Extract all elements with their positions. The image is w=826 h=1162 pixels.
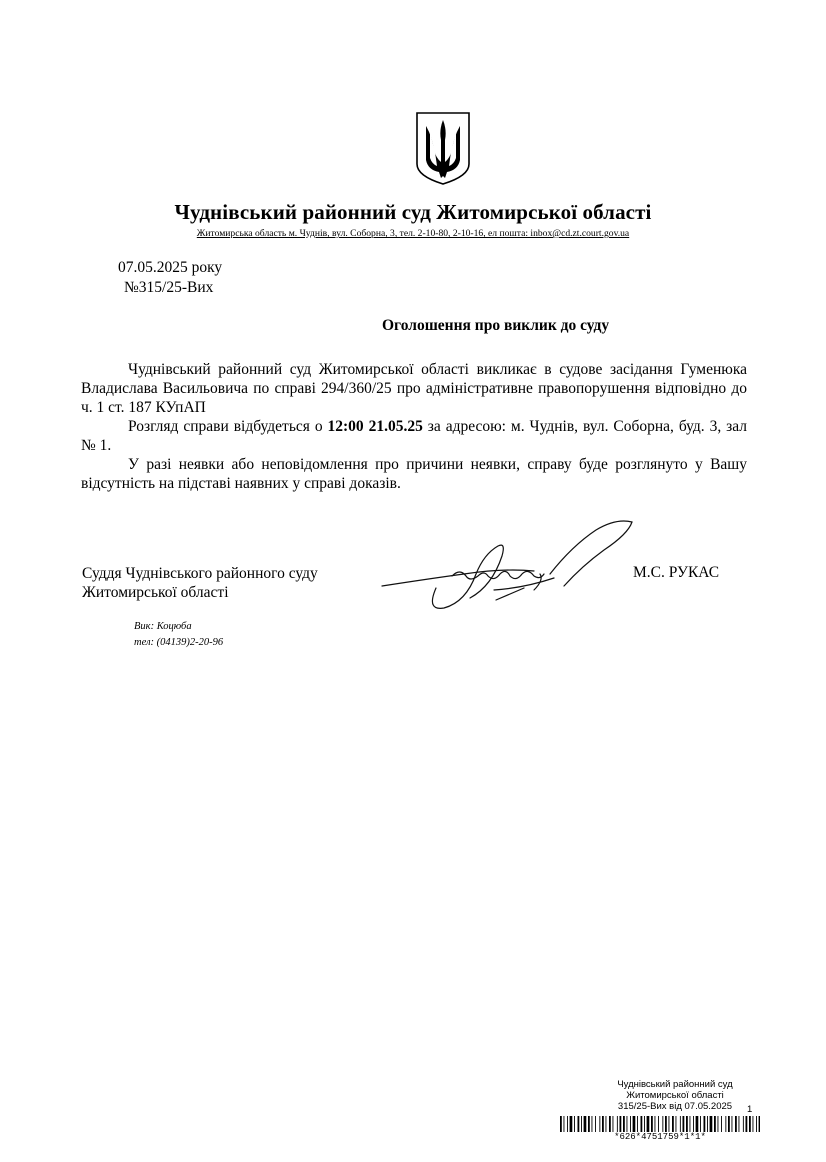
- barcode-bar: [581, 1116, 582, 1132]
- barcode-bar: [749, 1116, 751, 1132]
- barcode-bar: [759, 1116, 760, 1132]
- stamp-reg-number: 315/25-Вих від 07.05.2025: [617, 1101, 733, 1112]
- barcode-bar: [647, 1116, 650, 1132]
- barcode: [560, 1116, 760, 1132]
- barcode-bar: [718, 1116, 719, 1132]
- hearing-address: за адресою: м. Чуднів, вул. Соборна, буд. 3, зал № 1.: [81, 418, 747, 454]
- barcode-bar: [630, 1116, 631, 1132]
- barcode-bar: [567, 1116, 568, 1132]
- barcode-bar: [627, 1116, 628, 1132]
- barcode-bar: [623, 1116, 625, 1132]
- barcode-bar: [602, 1116, 604, 1132]
- barcode-bar: [756, 1116, 757, 1132]
- barcode-bar: [686, 1116, 688, 1132]
- paragraph-summons: Чуднівський районний суд Житомирської області викликає в судове засідання Гуменюка Владислава Васильовича по справі 294/360/25 про адміністративне правопорушення відповідно до ч. 1 ст. 187 КУпАП: [81, 361, 747, 416]
- executor-name: Вик: Коцюба: [134, 621, 192, 632]
- handwritten-signature: [374, 516, 636, 616]
- barcode-bar: [560, 1116, 562, 1132]
- barcode-bar: [690, 1116, 691, 1132]
- barcode-bar: [658, 1116, 659, 1132]
- barcode-bar: [588, 1116, 590, 1132]
- barcode-bar: [704, 1116, 706, 1132]
- barcode-bar: [669, 1116, 670, 1132]
- barcode-bar: [683, 1116, 685, 1132]
- barcode-bar: [665, 1116, 667, 1132]
- barcode-bar: [672, 1116, 674, 1132]
- barcode-bar: [633, 1116, 636, 1132]
- barcode-bar: [574, 1116, 575, 1132]
- barcode-bar: [728, 1116, 730, 1132]
- barcode-bar: [599, 1116, 600, 1132]
- barcode-bar: [651, 1116, 653, 1132]
- executor-info: [134, 619, 223, 651]
- barcode-bar: [617, 1116, 618, 1132]
- barcode-bar: [732, 1116, 733, 1132]
- barcode-bar: [746, 1116, 748, 1132]
- barcode-bar: [570, 1116, 573, 1132]
- notice-body: [81, 360, 747, 493]
- barcode-bar: [662, 1116, 663, 1132]
- barcode-bar: [606, 1116, 607, 1132]
- notice-title: Оголошення про виклик до суду: [382, 317, 610, 334]
- signer-title-line2: Житомирської області: [82, 584, 229, 601]
- document-date: 07.05.2025 року: [118, 259, 223, 276]
- barcode-bar: [743, 1116, 744, 1132]
- stamp-region: Житомирської області: [626, 1090, 724, 1101]
- paragraph-hearing: [81, 417, 747, 455]
- barcode-bar: [578, 1116, 580, 1132]
- registration-stamp: [560, 1079, 790, 1112]
- barcode-bar: [595, 1116, 596, 1132]
- stamp-page-number: 1: [747, 1104, 753, 1115]
- barcode-bar: [676, 1116, 677, 1132]
- stamp-court: Чуднівський районний суд: [617, 1079, 733, 1090]
- barcode-bar: [637, 1116, 638, 1132]
- barcode-bar: [680, 1116, 681, 1132]
- signer-name: М.С. РУКАС: [633, 564, 720, 581]
- barcode-bar: [714, 1116, 716, 1132]
- barcode-bar: [710, 1116, 713, 1132]
- barcode-bar: [696, 1116, 699, 1132]
- barcode-bar: [693, 1116, 694, 1132]
- barcode-bar: [725, 1116, 726, 1132]
- barcode-bar: [707, 1116, 708, 1132]
- barcode-bar: [584, 1116, 587, 1132]
- coat-of-arms-icon: [414, 110, 472, 186]
- barcode-bar: [620, 1116, 622, 1132]
- barcode-bar: [700, 1116, 701, 1132]
- signer-title: [82, 564, 318, 602]
- executor-phone: тел: (04139)2-20-96: [134, 637, 224, 648]
- barcode-bar: [655, 1116, 656, 1132]
- barcode-bar: [644, 1116, 645, 1132]
- court-address: Житомирська область м. Чуднів, вул. Соборна, 3, тел. 2-10-80, 2-10-16, ел пошта: inbox@cd.zt.court.gov.ua: [196, 228, 630, 239]
- barcode-bar: [609, 1116, 611, 1132]
- barcode-bar: [564, 1116, 565, 1132]
- hearing-text-start: Розгляд справи відбудеться о: [128, 418, 328, 435]
- barcode-bar: [721, 1116, 722, 1132]
- hearing-datetime: 12:00 21.05.25: [327, 418, 423, 435]
- barcode-bar: [592, 1116, 593, 1132]
- barcode-bar: [739, 1116, 740, 1132]
- signer-title-line1: Суддя Чуднівського районного суду: [82, 565, 318, 582]
- document-number: №315/25-Вих: [124, 279, 214, 296]
- barcode-bar: [753, 1116, 754, 1132]
- barcode-bar: [613, 1116, 614, 1132]
- paragraph-warning: У разі неявки або неповідомлення про причини неявки, справу буде розглянуто у Вашу відсутність на підставі наявних у справі доказів.: [81, 456, 747, 492]
- barcode-text: *626*4751759*1*1*: [614, 1132, 706, 1142]
- court-name: Чуднівський районний суд Житомирської області: [174, 200, 652, 224]
- barcode-bar: [735, 1116, 737, 1132]
- barcode-bar: [641, 1116, 643, 1132]
